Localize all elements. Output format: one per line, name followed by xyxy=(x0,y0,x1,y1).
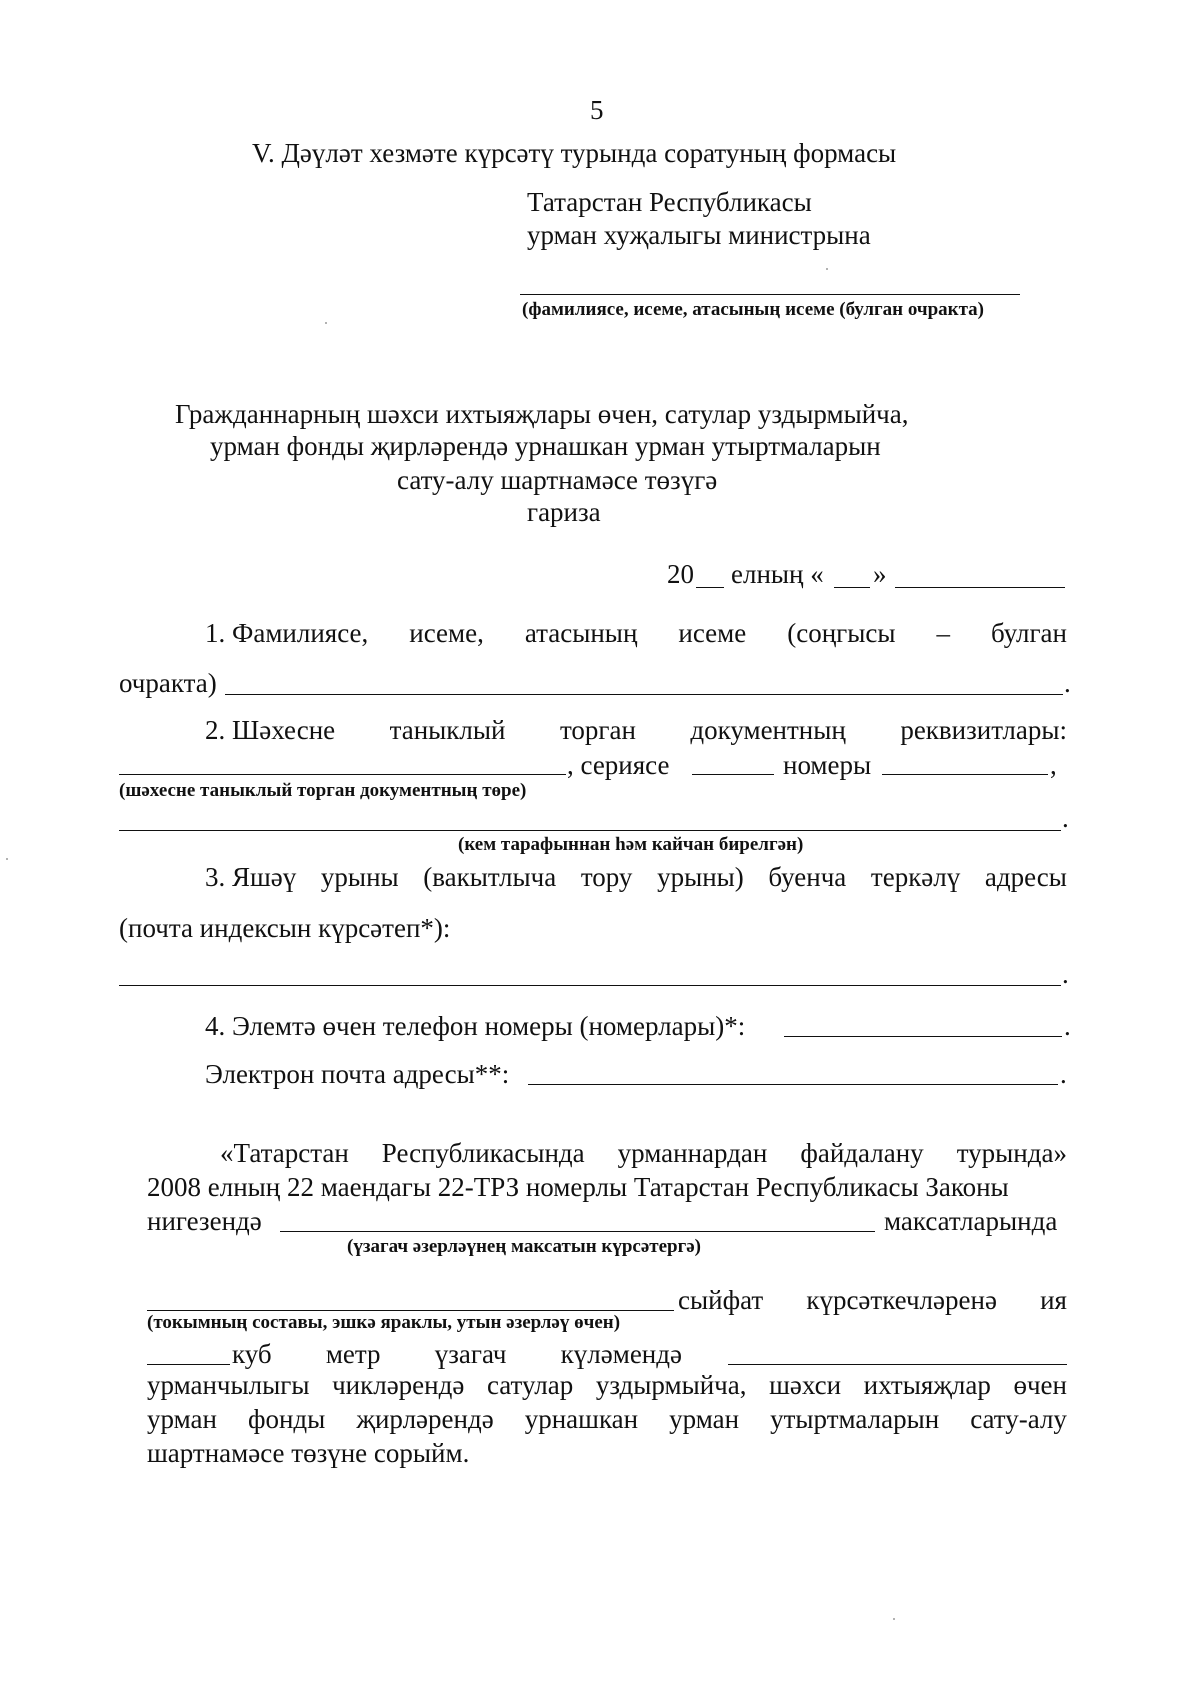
addressee-line-2: урман хуҗалыгы министрына xyxy=(527,220,871,250)
item-2-word: торган xyxy=(559,715,636,745)
document-type-field[interactable] xyxy=(119,774,566,775)
full-name-field[interactable] xyxy=(225,694,1063,695)
item-1-word: булган xyxy=(990,618,1067,648)
date-year-field[interactable] xyxy=(696,587,724,588)
section-title: V. Дәүләт хезмәте күрсәтү турында соратуның формасы xyxy=(252,138,897,168)
law-word: Республикасында xyxy=(381,1138,585,1168)
volume-word: метр xyxy=(325,1339,381,1369)
number-label: номеры xyxy=(783,750,872,780)
address-field[interactable] xyxy=(119,985,1061,986)
request-word: урман xyxy=(669,1404,740,1434)
request-word: ихтыяҗлар xyxy=(863,1370,991,1400)
request-word: өчен xyxy=(1013,1370,1067,1400)
item-1-word: (соңгысы xyxy=(787,618,896,648)
request-line-2 xyxy=(147,1403,1067,1435)
item-3-word: буенча xyxy=(768,862,847,892)
quality-word: сыйфат xyxy=(678,1285,764,1315)
scan-speck xyxy=(826,268,828,270)
document-type-caption: (шәхесне таныклый торган документның төре) xyxy=(119,780,527,801)
addressee-name-field[interactable] xyxy=(520,294,1020,295)
document-number-field[interactable] xyxy=(882,774,1048,775)
date-year-word: елның « xyxy=(731,559,824,589)
request-word: чикләрендә xyxy=(332,1370,465,1400)
email-field[interactable] xyxy=(528,1084,1058,1085)
item-1-label xyxy=(205,617,1067,649)
purpose-field[interactable] xyxy=(280,1231,875,1232)
request-line-1 xyxy=(147,1369,1067,1401)
item-1-word: исеме, xyxy=(409,618,484,648)
heading-line-4: гариза xyxy=(527,497,601,527)
purposes-label: максатларында xyxy=(884,1206,1058,1236)
series-label: , сериясе xyxy=(567,750,670,780)
scan-speck xyxy=(6,858,8,860)
request-word: урманчылыгы xyxy=(147,1370,310,1400)
heading-line-3: сату-алу шартнамәсе төзүгә xyxy=(397,465,718,495)
item-3-word: (вакытлыча xyxy=(423,862,557,892)
scan-speck xyxy=(893,1618,895,1620)
item-3-word: урыны) xyxy=(657,862,744,892)
quality-word: ия xyxy=(1040,1285,1067,1315)
purpose-caption: (үзагач әзерләүнең максатын күрсәтергә) xyxy=(347,1236,701,1257)
request-word: җирләрендә xyxy=(356,1404,494,1434)
date-prefix: 20 xyxy=(667,559,694,589)
document-series-field[interactable] xyxy=(692,774,774,775)
request-word: уздырмыйча, xyxy=(595,1370,747,1400)
request-word: сатулар xyxy=(486,1370,574,1400)
request-word: фонды xyxy=(247,1404,326,1434)
request-word: урман xyxy=(147,1404,217,1434)
phone-field[interactable] xyxy=(784,1036,1062,1037)
item-2-word: 2. Шәхесне xyxy=(205,715,336,745)
law-word: «Татарстан xyxy=(220,1138,349,1168)
law-line-1 xyxy=(220,1137,1067,1169)
quality-label xyxy=(678,1284,1067,1316)
item-1-word: 1. Фамилиясе, xyxy=(205,618,369,648)
scan-speck xyxy=(325,322,327,324)
volume-field[interactable] xyxy=(147,1364,230,1365)
item-2-label xyxy=(205,714,1067,746)
number-comma: , xyxy=(1050,750,1057,780)
law-word: турында» xyxy=(956,1138,1067,1168)
item-3-word: адресы xyxy=(984,862,1067,892)
addressee-line-1: Татарстан Республикасы xyxy=(527,187,812,217)
item-3-label xyxy=(205,861,1067,893)
law-word: урманнардан xyxy=(617,1138,768,1168)
forestry-field[interactable] xyxy=(728,1364,1067,1365)
request-word: утыртмаларын xyxy=(770,1404,940,1434)
email-label: Электрон почта адресы**: xyxy=(205,1059,510,1089)
address-end-dot: . xyxy=(1062,959,1069,989)
item-3-word: урыны xyxy=(320,862,399,892)
request-line-3: шартнамәсе төзүне сорыйм. xyxy=(147,1438,470,1468)
request-word: шәхси xyxy=(769,1370,842,1400)
law-line-2: 2008 елның 22 маендагы 22-ТРЗ номерлы Татарстан Республикасы Законы xyxy=(147,1172,1009,1202)
item-3-word: 3. Яшәү xyxy=(205,862,297,892)
item-1-continuation: очракта) xyxy=(119,668,217,698)
stock-caption: (токымның составы, эшкә яраклы, утын әзерләү өчен) xyxy=(147,1312,621,1333)
law-word: файдалану xyxy=(800,1138,924,1168)
issued-by-field[interactable] xyxy=(119,830,1061,831)
item-2-word: документның xyxy=(690,715,846,745)
issued-caption: (кем тарафыннан һәм кайчан бирелгән) xyxy=(458,834,804,855)
item-1-word: исеме xyxy=(678,618,747,648)
basis-label: нигезендә xyxy=(147,1206,262,1236)
issued-end-dot: . xyxy=(1062,803,1069,833)
stock-field[interactable] xyxy=(147,1310,674,1311)
item-2-word: реквизитлары: xyxy=(900,715,1067,745)
volume-word: үзагач xyxy=(434,1339,507,1369)
date-day-field[interactable] xyxy=(834,587,870,588)
addressee-caption: (фамилиясе, исеме, атасының исеме (булган очракта) xyxy=(522,299,985,320)
volume-label xyxy=(232,1338,682,1370)
phone-end-dot: . xyxy=(1064,1011,1071,1041)
volume-word: куб xyxy=(232,1339,272,1369)
request-word: урнашкан xyxy=(524,1404,639,1434)
quality-word: күрсәткечләренә xyxy=(806,1285,997,1315)
date-close-quote: » xyxy=(873,559,887,589)
phone-label: 4. Элемтә өчен телефон номеры (номерлары)*: xyxy=(205,1011,746,1041)
item-1-end-dot: . xyxy=(1064,668,1071,698)
volume-word: күләмендә xyxy=(560,1339,682,1369)
item-3-word: тору xyxy=(580,862,633,892)
request-word: сату-алу xyxy=(970,1404,1067,1434)
email-end-dot: . xyxy=(1060,1059,1067,1089)
heading-line-1: Гражданнарның шәхси ихтыяҗлары өчен, сатулар уздырмыйча, xyxy=(175,399,909,429)
heading-line-2: урман фонды җирләрендә урнашкан урман утыртмаларын xyxy=(210,431,881,461)
date-month-field[interactable] xyxy=(895,587,1065,588)
item-1-word: – xyxy=(936,618,950,648)
item-1-word: атасының xyxy=(524,618,638,648)
item-3-word: теркәлү xyxy=(870,862,961,892)
page-number: 5 xyxy=(590,95,604,125)
item-2-word: таныклый xyxy=(389,715,506,745)
item-3-continuation: (почта индексын күрсәтеп*): xyxy=(119,913,451,943)
